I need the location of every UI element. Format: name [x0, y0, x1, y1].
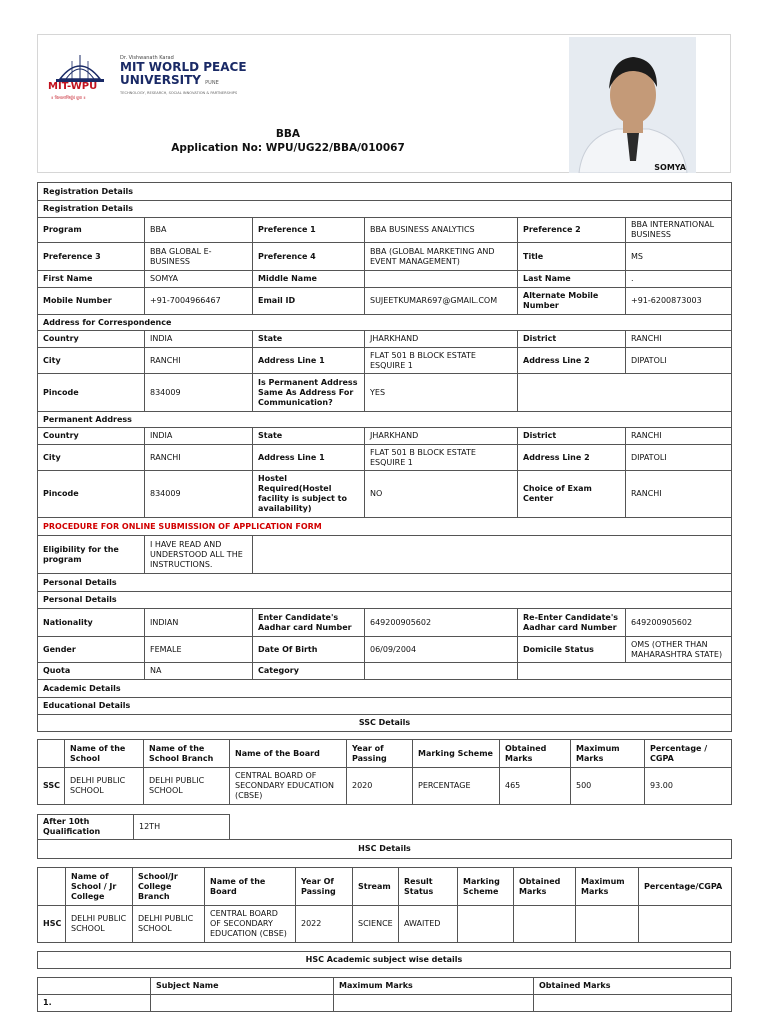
table-cell: DELHI PUBLIC SCHOOL	[65, 768, 144, 805]
column-header	[38, 868, 66, 906]
table-cell: 500	[571, 768, 645, 805]
field-label: Email ID	[253, 288, 365, 315]
registration-details-table	[37, 182, 732, 574]
field-label: Alternate Mobile Number	[518, 288, 626, 315]
empty-cell	[518, 663, 732, 680]
field-label: Pincode	[38, 374, 145, 412]
registration-sub-title: Registration Details	[38, 201, 732, 218]
subject-details-title: HSC Academic subject wise details	[38, 952, 731, 969]
field-value: NA	[145, 663, 253, 680]
column-header: Name of the Board	[230, 740, 347, 768]
application-number: Application No: WPU/UG22/BBA/010067	[171, 142, 405, 154]
table-cell: CENTRAL BOARD OF SECONDARY EDUCATION (CBSE)	[205, 906, 296, 943]
field-label: Mobile Number	[38, 288, 145, 315]
field-value	[365, 271, 518, 288]
column-header: Maximum Marks	[571, 740, 645, 768]
field-label: Domicile Status	[518, 637, 626, 663]
field-label: Enter Candidate's Aadhar card Number	[253, 609, 365, 637]
field-value: BBA GLOBAL E-BUSINESS	[145, 243, 253, 271]
field-label: First Name	[38, 271, 145, 288]
empty-cell	[253, 536, 732, 574]
empty-cell	[518, 374, 732, 412]
field-label: Re-Enter Candidate's Aadhar card Number	[518, 609, 626, 637]
field-value: FLAT 501 B BLOCK ESTATE ESQUIRE 1	[365, 348, 518, 374]
field-label: Address Line 1	[253, 445, 365, 471]
field-label: State	[253, 428, 365, 445]
column-header: Stream	[353, 868, 399, 906]
personal-sub-title: Personal Details	[38, 592, 732, 609]
field-value: INDIA	[145, 331, 253, 348]
field-value: BBA (GLOBAL MARKETING AND EVENT MANAGEMENT)	[365, 243, 518, 271]
educational-details-title: Educational Details	[38, 698, 732, 715]
table-cell: HSC	[38, 906, 66, 943]
ssc-details-table	[37, 739, 732, 805]
table-row	[38, 331, 732, 348]
table-row	[38, 995, 732, 1012]
field-value: RANCHI	[626, 471, 732, 518]
after-10th-table	[37, 814, 732, 859]
column-header: Maximum Marks	[576, 868, 639, 906]
table-cell	[514, 906, 576, 943]
field-value: BBA	[145, 218, 253, 243]
logo-short-name: MIT-WPU	[48, 81, 98, 92]
field-label: Hostel Required(Hostel facility is subject to availability)	[253, 471, 365, 518]
field-value: FEMALE	[145, 637, 253, 663]
eligibility-value: I HAVE READ AND UNDERSTOOD ALL THE INSTRUCTIONS.	[145, 536, 253, 574]
field-label: District	[518, 331, 626, 348]
field-value	[365, 663, 518, 680]
field-value: 649200905602	[365, 609, 518, 637]
field-label: Pincode	[38, 471, 145, 518]
field-label: State	[253, 331, 365, 348]
table-cell: 465	[500, 768, 571, 805]
hsc-details-title: HSC Details	[38, 840, 732, 859]
correspondence-address-title: Address for Correspondence	[38, 315, 732, 331]
ssc-details-title: SSC Details	[38, 715, 732, 732]
table-cell	[151, 995, 334, 1012]
subject-details-table	[37, 977, 732, 1012]
field-value: 834009	[145, 471, 253, 518]
field-value: BBA BUSINESS ANALYTICS	[365, 218, 518, 243]
column-header: Name of the School	[65, 740, 144, 768]
form-header	[37, 34, 731, 173]
field-label: Date Of Birth	[253, 637, 365, 663]
field-label: Preference 3	[38, 243, 145, 271]
table-row	[38, 609, 732, 637]
column-header: Maximum Marks	[334, 978, 534, 995]
field-label: Country	[38, 428, 145, 445]
table-cell: SCIENCE	[353, 906, 399, 943]
column-header: Percentage / CGPA	[645, 740, 732, 768]
table-row	[38, 536, 732, 574]
table-row	[38, 374, 732, 412]
column-header: Year Of Passing	[296, 868, 353, 906]
after-10th-value: 12TH	[134, 815, 230, 840]
table-row	[38, 243, 732, 271]
logo-pune: PUNE	[205, 80, 219, 86]
field-value: MS	[626, 243, 732, 271]
photo-caption: SOMYA	[654, 163, 686, 172]
table-header-row	[38, 868, 732, 906]
table-cell: DELHI PUBLIC SCHOOL	[66, 906, 133, 943]
field-label: Preference 2	[518, 218, 626, 243]
field-value: FLAT 501 B BLOCK ESTATE ESQUIRE 1	[365, 445, 518, 471]
table-row	[38, 471, 732, 518]
field-value: SOMYA	[145, 271, 253, 288]
column-header: Percentage/CGPA	[639, 868, 732, 906]
field-value: .	[626, 271, 732, 288]
field-label: City	[38, 348, 145, 374]
procedure-title: PROCEDURE FOR ONLINE SUBMISSION OF APPLICATION FORM	[38, 518, 732, 536]
field-label: Category	[253, 663, 365, 680]
permanent-address-title: Permanent Address	[38, 412, 732, 428]
column-header: Result Status	[399, 868, 458, 906]
field-label: Address Line 2	[518, 445, 626, 471]
table-cell	[576, 906, 639, 943]
field-value: DIPATOLI	[626, 445, 732, 471]
table-cell: 1.	[38, 995, 151, 1012]
column-header: Marking Scheme	[413, 740, 500, 768]
table-row	[38, 271, 732, 288]
field-label: City	[38, 445, 145, 471]
table-cell: DELHI PUBLIC SCHOOL	[144, 768, 230, 805]
field-value: 649200905602	[626, 609, 732, 637]
field-label: Address Line 2	[518, 348, 626, 374]
empty-cell	[230, 815, 732, 840]
logo-text	[120, 55, 250, 95]
column-header: Obtained Marks	[534, 978, 732, 995]
table-cell: DELHI PUBLIC SCHOOL	[133, 906, 205, 943]
logo-small-text: Dr. Vishwanath Karad	[120, 55, 174, 61]
field-value: JHARKHAND	[365, 331, 518, 348]
table-cell	[458, 906, 514, 943]
column-header: Name of School / Jr College	[66, 868, 133, 906]
field-label: District	[518, 428, 626, 445]
column-header	[38, 740, 65, 768]
column-header: Name of the Board	[205, 868, 296, 906]
personal-section-title: Personal Details	[38, 574, 732, 592]
field-value: NO	[365, 471, 518, 518]
logo-motto: ॥ विश्वशान्तिर्ध्रुवं ध्रुवा ॥	[51, 95, 86, 100]
candidate-portrait-icon	[569, 37, 696, 173]
field-value: BBA INTERNATIONAL BUSINESS	[626, 218, 732, 243]
field-value: YES	[365, 374, 518, 412]
field-label: Gender	[38, 637, 145, 663]
field-value: SUJEETKUMAR697@GMAIL.COM	[365, 288, 518, 315]
table-row	[38, 906, 732, 943]
program-title: BBA	[275, 128, 301, 140]
academic-section-title: Academic Details	[38, 680, 732, 698]
field-label: Address Line 1	[253, 348, 365, 374]
column-header: Obtained Marks	[500, 740, 571, 768]
table-cell	[334, 995, 534, 1012]
university-logo	[48, 51, 247, 111]
field-value: JHARKHAND	[365, 428, 518, 445]
field-label: Last Name	[518, 271, 626, 288]
field-label: Preference 4	[253, 243, 365, 271]
table-cell: 2022	[296, 906, 353, 943]
table-cell: 93.00	[645, 768, 732, 805]
field-value: 834009	[145, 374, 253, 412]
logo-tagline: TECHNOLOGY, RESEARCH, SOCIAL INNOVATION & PARTNERSHIPS	[120, 91, 238, 95]
registration-section-title: Registration Details	[38, 183, 732, 201]
field-value: INDIAN	[145, 609, 253, 637]
column-header: Obtained Marks	[514, 868, 576, 906]
table-row	[38, 768, 732, 805]
column-header: Marking Scheme	[458, 868, 514, 906]
table-row	[38, 288, 732, 315]
column-header: Name of the School Branch	[144, 740, 230, 768]
column-header: Subject Name	[151, 978, 334, 995]
logo-line-2: UNIVERSITY	[120, 73, 201, 87]
field-value: RANCHI	[626, 331, 732, 348]
table-cell	[534, 995, 732, 1012]
table-row	[38, 637, 732, 663]
field-value: RANCHI	[626, 428, 732, 445]
table-header-row	[38, 978, 732, 995]
table-cell	[639, 906, 732, 943]
field-label: Is Permanent Address Same As Address For Communication?	[253, 374, 365, 412]
table-cell: AWAITED	[399, 906, 458, 943]
field-value: 06/09/2004	[365, 637, 518, 663]
field-value: OMS (OTHER THAN MAHARASHTRA STATE)	[626, 637, 732, 663]
field-value: +91-6200873003	[626, 288, 732, 315]
field-label: Middle Name	[253, 271, 365, 288]
column-header: School/Jr College Branch	[133, 868, 205, 906]
field-label: Choice of Exam Center	[518, 471, 626, 518]
field-value: INDIA	[145, 428, 253, 445]
table-row	[38, 428, 732, 445]
field-label: Nationality	[38, 609, 145, 637]
after-10th-label: After 10th Qualification	[38, 815, 134, 840]
field-value: RANCHI	[145, 445, 253, 471]
field-value: DIPATOLI	[626, 348, 732, 374]
table-cell: PERCENTAGE	[413, 768, 500, 805]
field-value: RANCHI	[145, 348, 253, 374]
column-header	[38, 978, 151, 995]
table-row	[38, 815, 732, 840]
table-cell: 2020	[347, 768, 413, 805]
table-row	[38, 218, 732, 243]
field-label: Program	[38, 218, 145, 243]
table-cell: CENTRAL BOARD OF SECONDARY EDUCATION (CBSE)	[230, 768, 347, 805]
field-label: Quota	[38, 663, 145, 680]
field-label: Title	[518, 243, 626, 271]
candidate-photo	[569, 37, 696, 173]
table-row	[38, 348, 732, 374]
field-value: +91-7004966467	[145, 288, 253, 315]
table-row	[38, 663, 732, 680]
column-header: Year of Passing	[347, 740, 413, 768]
table-row	[38, 445, 732, 471]
eligibility-label: Eligibility for the program	[38, 536, 145, 574]
logo-line-1: MIT WORLD PEACE	[120, 60, 247, 74]
personal-details-table	[37, 573, 732, 732]
field-label: Country	[38, 331, 145, 348]
table-cell: SSC	[38, 768, 65, 805]
hsc-details-table	[37, 867, 732, 943]
subject-title-table	[37, 951, 731, 969]
field-label: Preference 1	[253, 218, 365, 243]
table-header-row	[38, 740, 732, 768]
form-title	[38, 127, 538, 155]
